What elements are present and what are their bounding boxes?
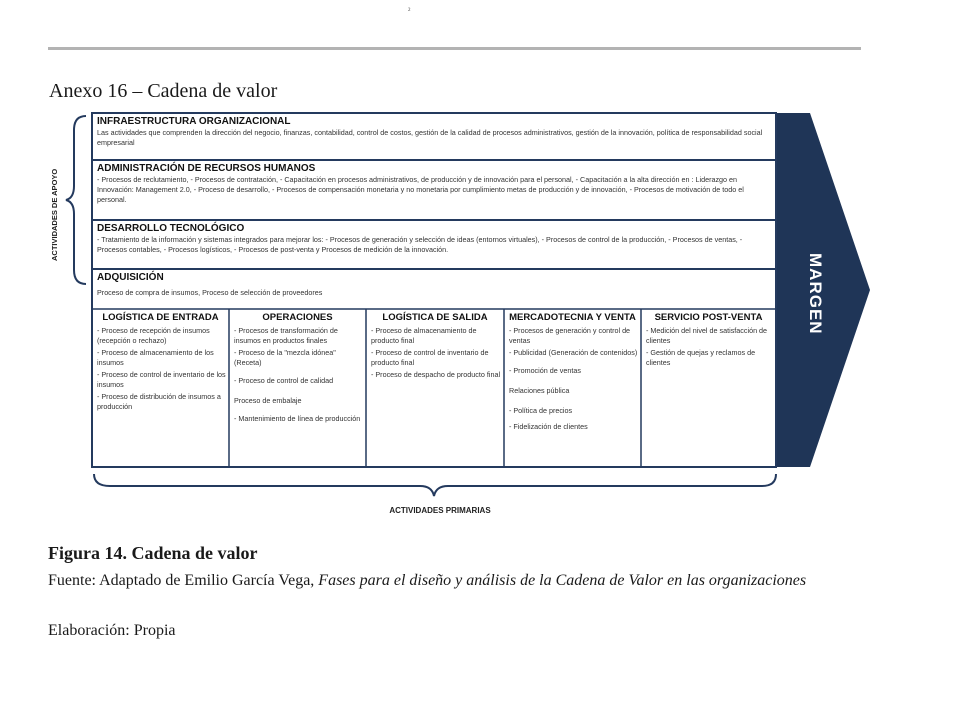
- primary-brace: [94, 474, 776, 496]
- primary-item: - Proceso de la "mezcla idónea" (Receta): [234, 348, 336, 367]
- primary-logistica-salida: [367, 310, 503, 466]
- support-title: ADMINISTRACIÓN DE RECURSOS HUMANOS: [97, 163, 316, 174]
- figure-elaboration: Elaboración: Propia: [48, 622, 176, 639]
- primary-title: LOGÍSTICA DE SALIDA: [382, 312, 488, 323]
- primary-list: [93, 326, 228, 412]
- primary-title: MERCADOTECNIA Y VENTA: [509, 312, 636, 323]
- primary-item: - Proceso de almacenamiento de los insumos: [97, 348, 214, 367]
- primary-logistica-entrada: [93, 310, 228, 466]
- support-text: - Procesos de reclutamiento, - Procesos de contratación, - Capacitación en procesos administrativos, de producción y de innovación para el personal, - Capacitación a la alta dirección en : Liderazgo en Innovación: Management 2.0, - Proceso de desarrollo, - Procesos de compensación monetaria y no monetaria por cumplimiento metas de producción y de innovación, - Procesos de motivación de todo el personal.: [97, 175, 744, 204]
- primary-item: - Procesos de generación y control de ventas: [509, 326, 631, 345]
- support-title: INFRAESTRUCTURA ORGANIZACIONAL: [97, 116, 291, 127]
- primary-item: - Proceso de control de calidad: [234, 376, 334, 385]
- primary-item: - Fidelización de clientes: [509, 422, 588, 431]
- page-mark: ²: [408, 6, 411, 15]
- source-title: Fases para el diseño y análisis de la Cadena de Valor en las organizaciones: [318, 572, 807, 589]
- support-desarrollo-tecnologico: [93, 221, 775, 268]
- primary-item: - Mantenimiento de línea de producción: [234, 414, 361, 423]
- primary-item: - Proceso de almacenamiento de producto final: [371, 326, 477, 345]
- support-recursos-humanos: [93, 161, 775, 219]
- primary-list: [642, 326, 775, 368]
- primary-activities-label: ACTIVIDADES PRIMARIAS: [389, 506, 491, 515]
- primary-item: - Medición del nivel de satisfacción de clientes: [646, 326, 768, 345]
- primary-list: [505, 326, 640, 432]
- primary-item: - Proceso de control de inventario de los insumos: [97, 370, 226, 389]
- primary-item: - Proceso de recepción de insumos (recepción o rechazo): [97, 326, 210, 345]
- primary-item: - Proceso de distribución de insumos a producción: [97, 392, 221, 411]
- primary-servicio-post-venta: [642, 310, 775, 466]
- primary-list: [230, 326, 365, 424]
- primary-item: - Gestión de quejas y reclamos de clientes: [646, 348, 756, 367]
- support-text: Proceso de compra de insumos, Proceso de selección de proveedores: [97, 288, 323, 297]
- primary-title: OPERACIONES: [262, 312, 333, 323]
- annex-title: Anexo 16 – Cadena de valor: [49, 80, 278, 102]
- primary-item: - Promoción de ventas: [509, 366, 581, 375]
- support-text: Las actividades que comprenden la dirección del negocio, finanzas, contabilidad, control de costos, gestión de la calidad de procesos administrativos, gestión de la innovación, política de responsabilidad social empresarial: [97, 128, 763, 147]
- source-prefix: Fuente: Adaptado de Emilio García Vega,: [48, 572, 319, 589]
- primary-title: SERVICIO POST-VENTA: [654, 312, 763, 323]
- support-activities-label: ACTIVIDADES DE APOYO: [50, 168, 59, 262]
- support-infraestructura: [93, 114, 775, 160]
- primary-operaciones: [230, 310, 365, 466]
- primary-list: [367, 326, 503, 380]
- support-brace: [66, 116, 86, 284]
- support-title: ADQUISICIÓN: [97, 272, 164, 283]
- primary-item: - Publicidad (Generación de contenidos): [509, 348, 638, 357]
- primary-item: - Proceso de despacho de producto final: [371, 370, 501, 379]
- figure-source: [48, 570, 878, 592]
- primary-item: - Política de precios: [509, 406, 573, 415]
- margin-label: MARGEN: [806, 253, 825, 335]
- support-title: DESARROLLO TECNOLÓGICO: [97, 223, 245, 234]
- primary-item: - Procesos de transformación de insumos en productos finales: [234, 326, 338, 345]
- figure-caption: Figura 14. Cadena de valor: [48, 543, 258, 563]
- primary-item: Proceso de embalaje: [234, 396, 302, 405]
- primary-title: LOGÍSTICA DE ENTRADA: [102, 312, 219, 323]
- primary-mercadotecnia-venta: [505, 310, 640, 466]
- primary-item: - Proceso de control de inventario de producto final: [371, 348, 489, 367]
- support-adquisicion: [93, 270, 775, 308]
- support-text: - Tratamiento de la información y sistemas integrados para mejorar los: - Procesos de generación y selección de ideas (entornos virtuales), - Procesos de control de la producción, - Procesos de ventas, - Procesos contables, - Procesos logísticos, - Procesos de post-venta y Procesos de medición de la innovación.: [97, 235, 743, 254]
- primary-item: Relaciones pública: [509, 386, 570, 395]
